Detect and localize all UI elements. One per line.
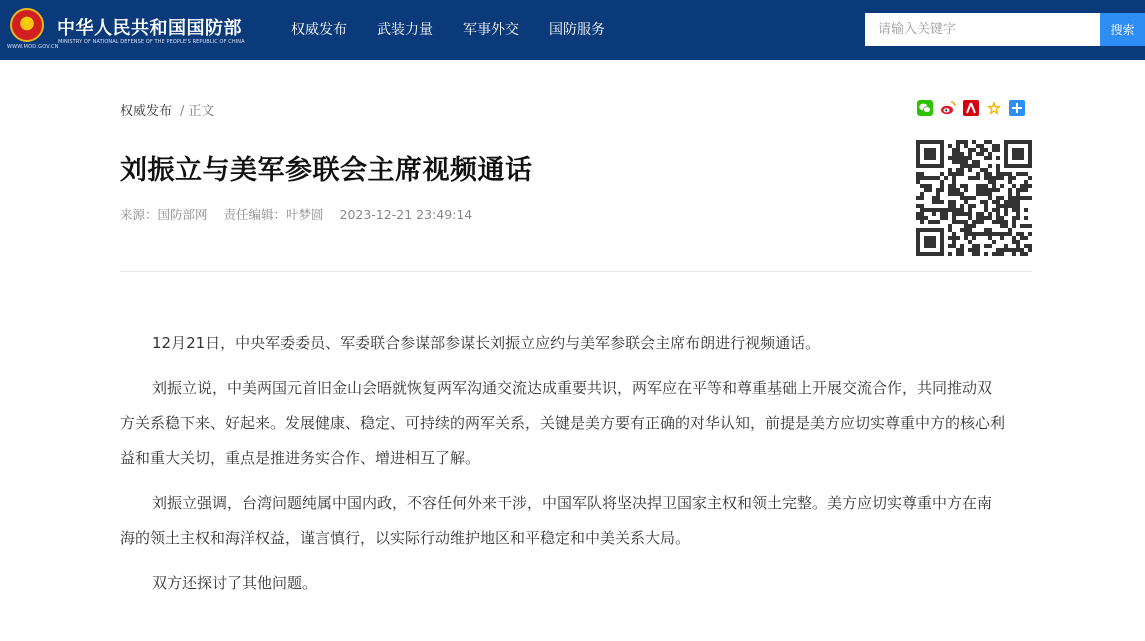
- breadcrumb-current: 正文: [188, 104, 215, 119]
- share-toolbar: [917, 100, 1032, 116]
- nav-item-military-diplomacy[interactable]: 军事外交: [463, 22, 519, 38]
- nav-item-defense-services[interactable]: 国防服务: [549, 22, 605, 38]
- favorite-star-icon[interactable]: [986, 100, 1002, 116]
- article-editor: 责任编辑：叶梦圆: [223, 207, 324, 222]
- people-icon[interactable]: [963, 100, 979, 116]
- breadcrumb: [120, 100, 214, 119]
- weibo-icon[interactable]: [940, 100, 956, 116]
- article-body: [120, 326, 1005, 611]
- nav-item-armed-forces[interactable]: 武装力量: [377, 22, 433, 38]
- article-paragraph: 刘振立说，中美两国元首旧金山会晤就恢复两军沟通交流达成重要共识，两军应在平等和尊重基础上开展交流合作，共同推动双方关系稳下来、好起来。发展健康、稳定、可持续的两军关系，关键是美方要有正确的对华认知，前提是美方应切实尊重中方的核心利益和重大关切，重点是推进务实合作、增进相互了解。: [120, 379, 1006, 467]
- article-datetime: 2023-12-21 23:49:14: [339, 207, 473, 222]
- breadcrumb-home-link[interactable]: 权威发布: [120, 104, 173, 119]
- header-bar: [0, 0, 1145, 60]
- national-emblem-logo[interactable]: [10, 8, 44, 42]
- site-name[interactable]: 中华人民共和国国防部: [57, 18, 242, 39]
- article-title: 刘振立与美军参联会主席视频通话: [120, 155, 533, 186]
- article-paragraph: 12月21日，中央军委委员、军委联合参谋部参谋长刘振立应约与美军参联会主席布朗进行视频通话。: [152, 334, 821, 352]
- article-meta: [120, 205, 484, 223]
- search-input[interactable]: [865, 13, 1100, 46]
- search-button[interactable]: 搜索: [1100, 13, 1145, 46]
- more-plus-icon[interactable]: [1009, 100, 1025, 116]
- article-paragraph: 刘振立强调，台湾问题纯属中国内政，不容任何外来干涉，中国军队将坚决捍卫国家主权和领土完整。美方应切实尊重中方在南海的领土主权和海洋权益，谨言慎行，以实际行动维护地区和平稳定和中美关系大局。: [120, 494, 993, 547]
- star-icon: ★: [21, 14, 33, 29]
- site-domain: WWW.MOD.GOV.CN: [7, 44, 59, 50]
- site-subtitle: MINISTRY OF NATIONAL DEFENSE OF THE PEOPLE'S REPUBLIC OF CHINA: [58, 39, 245, 45]
- article-source: 来源：国防部网: [120, 207, 208, 222]
- wechat-icon[interactable]: [917, 100, 933, 116]
- qr-code-image: [916, 140, 1032, 256]
- main-nav: [291, 0, 635, 60]
- breadcrumb-separator: /: [180, 104, 185, 119]
- article-paragraph: 双方还探讨了其他问题。: [152, 574, 318, 592]
- nav-item-authoritative-release[interactable]: 权威发布: [291, 22, 347, 38]
- divider: [120, 271, 1032, 272]
